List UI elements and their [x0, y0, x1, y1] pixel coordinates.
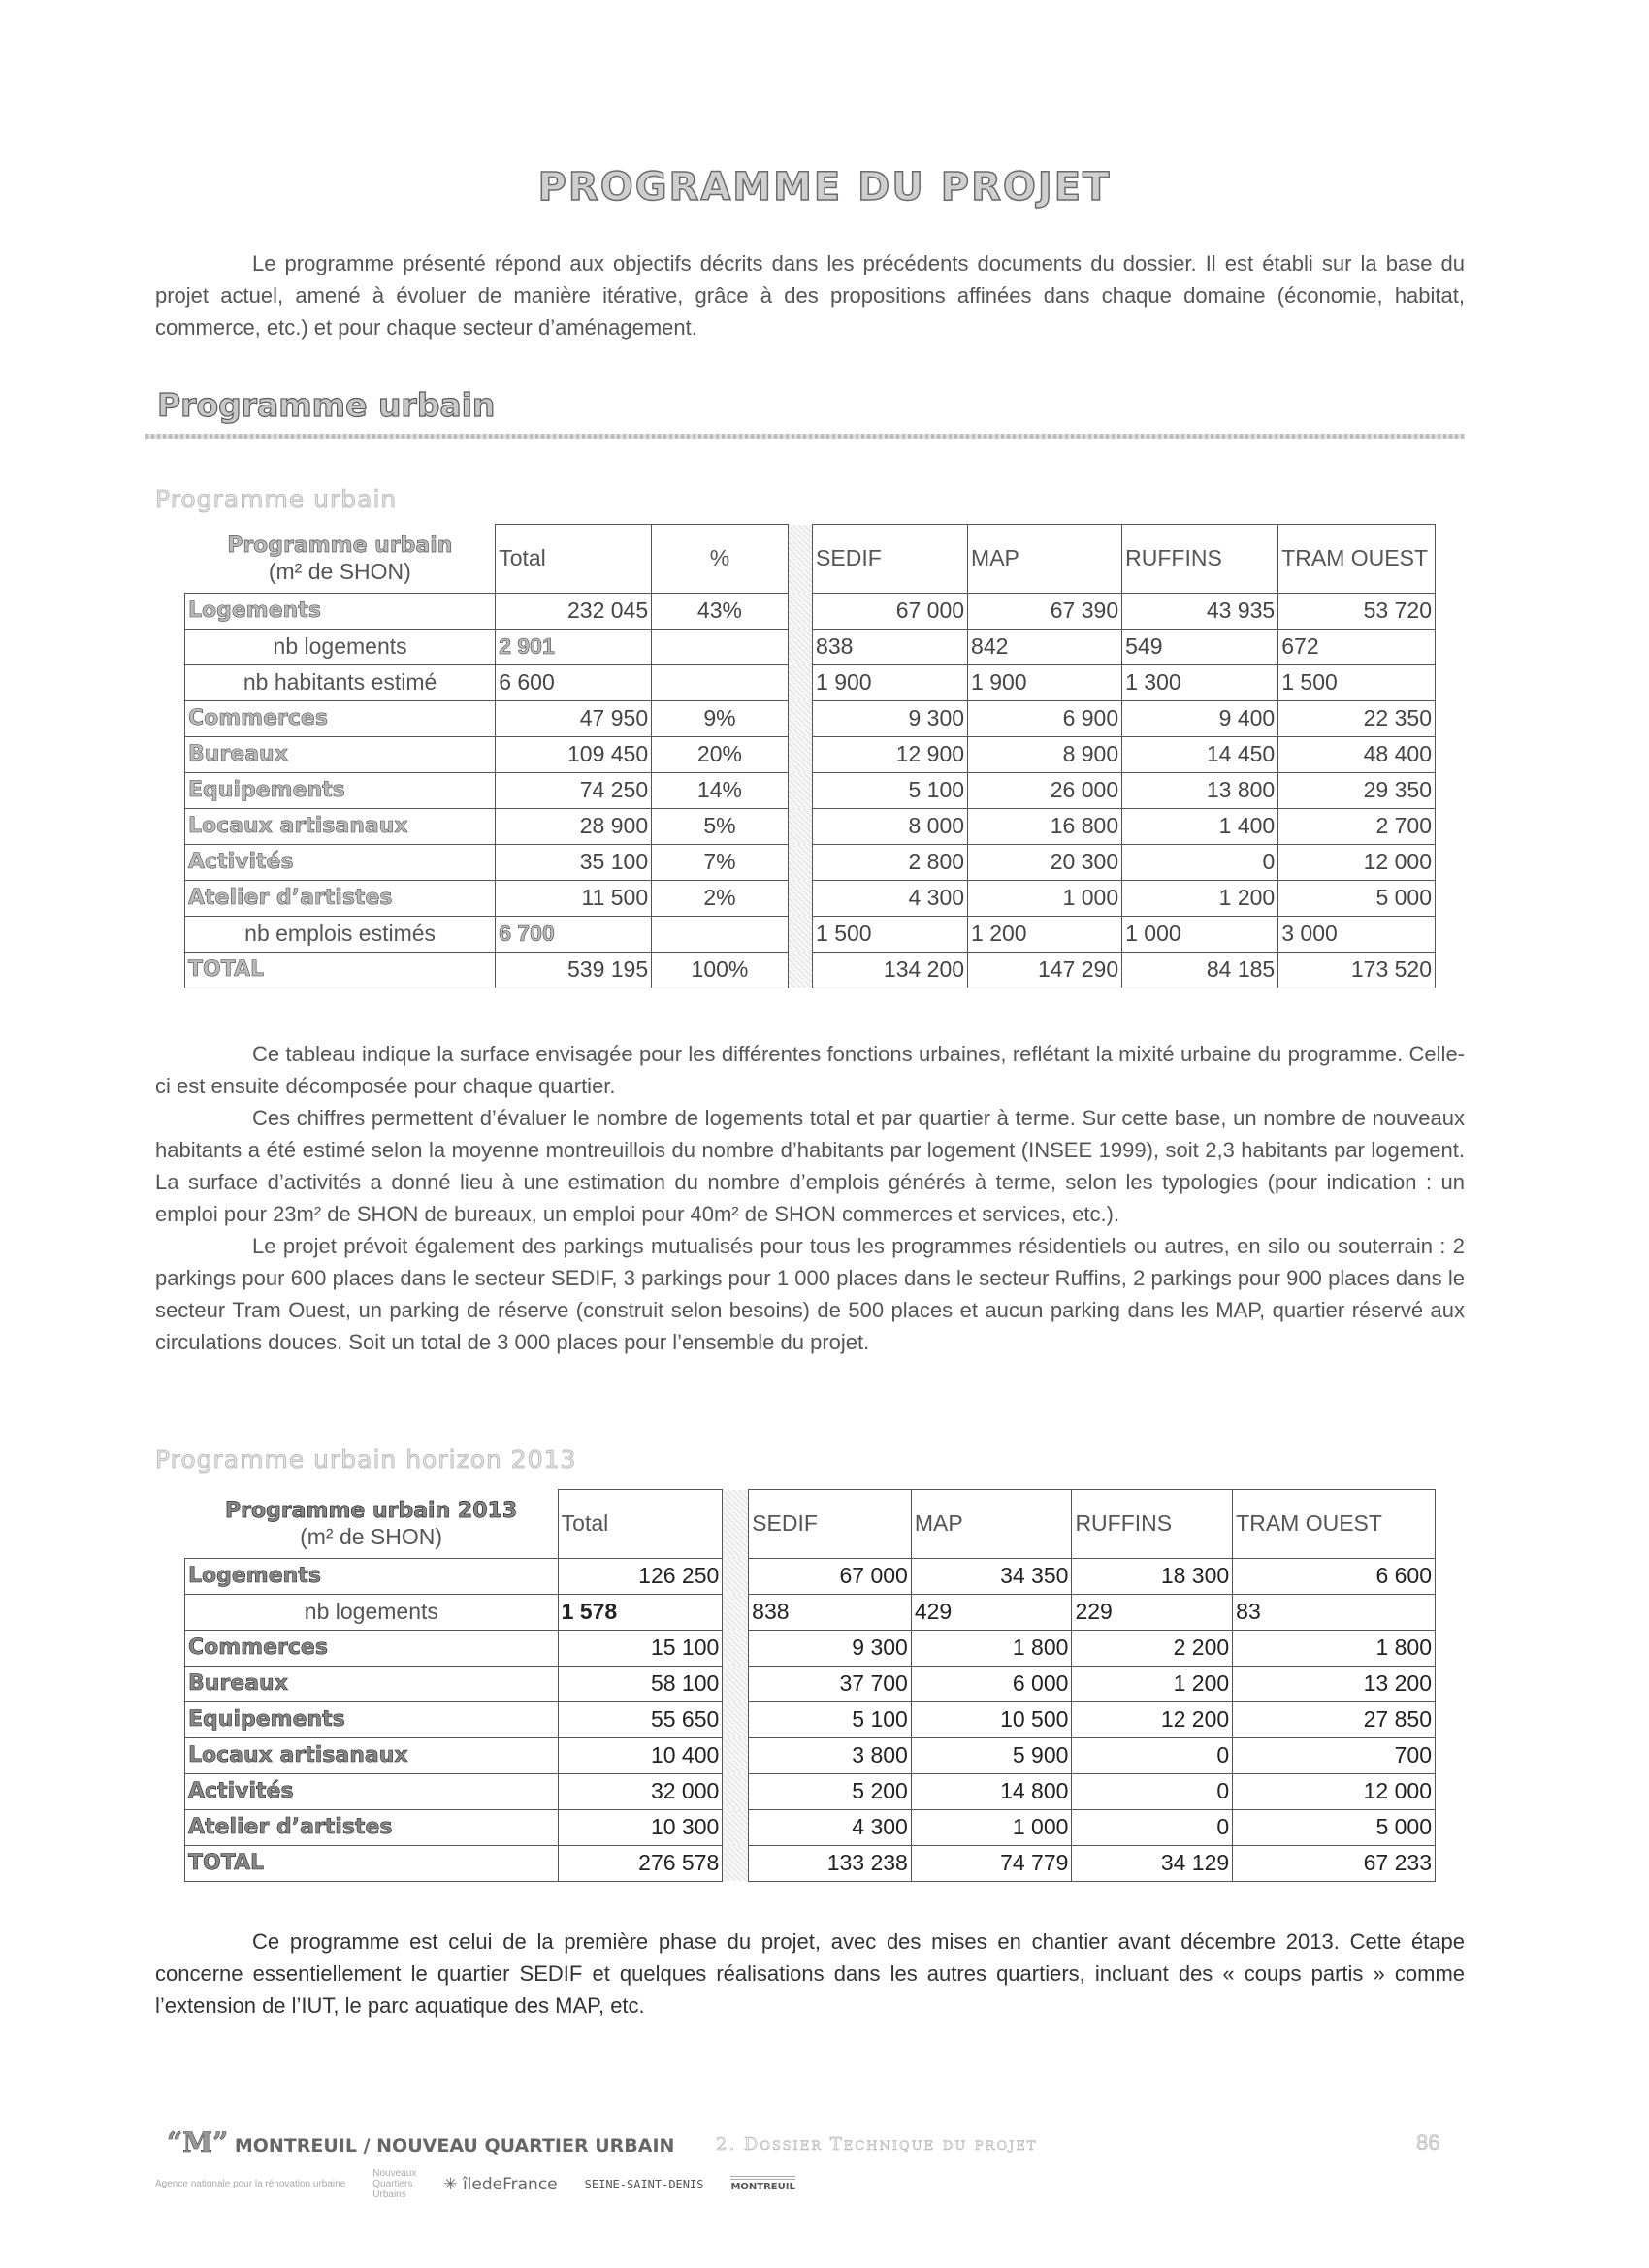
column-separator	[788, 844, 812, 880]
table-row	[185, 1594, 1436, 1630]
table-row	[185, 1558, 1436, 1594]
cell-percent: 43%	[652, 593, 789, 629]
row-label: Locaux artisanaux	[185, 808, 496, 844]
cell-sector-value: 6 600	[1233, 1558, 1436, 1594]
cell-sector-value: 4 300	[813, 880, 968, 916]
cell-total: 10 300	[558, 1809, 723, 1845]
paragraph-1-text: Ce tableau indique la surface envisagée pour les différentes fonctions urbaines, reflétant la mixité urbaine du programme. Celle-ci est ensuite décomposée pour chaque quartier.	[155, 1042, 1465, 1098]
table-row	[185, 844, 1436, 880]
row-label: Equipements	[185, 772, 496, 808]
cell-sector-value: 700	[1233, 1737, 1436, 1773]
cell-total: 11 500	[496, 880, 652, 916]
seine-saint-denis-logo-icon: SEINE-SAINT-DENIS	[584, 2177, 704, 2191]
table-row	[185, 952, 1436, 988]
cell-sector-value: 12 200	[1072, 1701, 1233, 1737]
programme-urbain-table	[184, 524, 1436, 988]
cell-sector-value: 229	[1072, 1594, 1233, 1630]
column-separator	[723, 1845, 749, 1881]
row-header-title	[185, 525, 496, 594]
cell-total: 276 578	[558, 1845, 723, 1881]
column-separator	[723, 1490, 749, 1559]
cell-total: 109 450	[496, 736, 652, 772]
cell-sector-value: 5 000	[1233, 1809, 1436, 1845]
cell-sector-value: 29 350	[1278, 772, 1436, 808]
cell-sector-value: 4 300	[749, 1809, 912, 1845]
header-unit: (m² de SHON)	[268, 558, 411, 584]
nqu-line-2: Quartiers	[372, 2179, 413, 2189]
column-separator	[788, 772, 812, 808]
montreuil-logo-icon: MONTREUIL	[730, 2176, 794, 2192]
row-label: nb emplois estimés	[185, 916, 496, 952]
cell-sector-value: 1 900	[813, 664, 968, 700]
cell-sector-value: 3 800	[749, 1737, 912, 1773]
cell-sector-value: 10 500	[911, 1701, 1072, 1737]
row-label: TOTAL	[185, 1845, 559, 1881]
cell-percent: 20%	[652, 736, 789, 772]
header-unit: (m² de SHON)	[300, 1523, 443, 1549]
column-header-sector: SEDIF	[749, 1490, 912, 1559]
table-row	[185, 880, 1436, 916]
cell-percent: 7%	[652, 844, 789, 880]
table-row	[185, 772, 1436, 808]
cell-sector-value: 147 290	[968, 952, 1122, 988]
anru-logo-text: Agence nationale pour la rénovation urbaine	[155, 2179, 346, 2189]
table-row	[185, 916, 1436, 952]
row-label: TOTAL	[185, 952, 496, 988]
column-header-sector: RUFFINS	[1122, 525, 1278, 594]
footer-section-title: 2. Dossier Technique du projet	[716, 2134, 1038, 2155]
cell-sector-value: 5 000	[1278, 880, 1436, 916]
cell-sector-value: 2 700	[1278, 808, 1436, 844]
column-header-total: Total	[496, 525, 652, 594]
cell-total: 74 250	[496, 772, 652, 808]
cell-sector-value: 549	[1122, 629, 1278, 664]
row-label: nb logements	[185, 1594, 559, 1630]
cell-sector-value: 22 350	[1278, 700, 1436, 736]
column-separator	[788, 736, 812, 772]
idf-logo-text: îledeFrance	[462, 2174, 558, 2194]
cell-total: 35 100	[496, 844, 652, 880]
table-row	[185, 1773, 1436, 1809]
cell-sector-value: 173 520	[1278, 952, 1436, 988]
cell-sector-value: 43 935	[1122, 593, 1278, 629]
column-separator	[788, 700, 812, 736]
cell-total: 15 100	[558, 1630, 723, 1666]
cell-total: 539 195	[496, 952, 652, 988]
cell-sector-value: 53 720	[1278, 593, 1436, 629]
cell-total: 47 950	[496, 700, 652, 736]
cell-total: 58 100	[558, 1666, 723, 1701]
column-separator	[723, 1701, 749, 1737]
cell-total: 126 250	[558, 1558, 723, 1594]
nqu-logo-icon	[372, 2168, 416, 2200]
row-label: nb habitants estimé	[185, 664, 496, 700]
cell-sector-value: 37 700	[749, 1666, 912, 1701]
row-label: Equipements	[185, 1701, 559, 1737]
cell-sector-value: 74 779	[911, 1845, 1072, 1881]
column-separator	[788, 916, 812, 952]
column-separator	[788, 525, 812, 594]
table-row	[185, 736, 1436, 772]
cell-total: 232 045	[496, 593, 652, 629]
cell-total: 28 900	[496, 808, 652, 844]
table-row	[185, 1701, 1436, 1737]
cell-sector-value: 67 000	[749, 1558, 912, 1594]
cell-sector-value: 1 900	[968, 664, 1122, 700]
paragraph-1	[155, 1038, 1465, 1102]
table-row	[185, 593, 1436, 629]
table-row	[185, 808, 1436, 844]
cell-sector-value: 14 450	[1122, 736, 1278, 772]
cell-percent: 9%	[652, 700, 789, 736]
cell-sector-value: 0	[1122, 844, 1278, 880]
column-separator	[788, 952, 812, 988]
cell-sector-value: 34 350	[911, 1558, 1072, 1594]
cell-percent: 5%	[652, 808, 789, 844]
cell-sector-value: 84 185	[1122, 952, 1278, 988]
column-separator	[723, 1630, 749, 1666]
intro-text: Le programme présenté répond aux objectifs décrits dans les précédents documents du dossier. Il est établi sur la base du projet actuel, amené à évoluer de manière itérative, grâce à des propositions affinées dans chaque domaine (économie, habitat, commerce, etc.) et pour chaque secteur d’aménagement.	[155, 251, 1465, 340]
cell-sector-value: 0	[1072, 1809, 1233, 1845]
cell-sector-value: 20 300	[968, 844, 1122, 880]
cell-sector-value: 5 100	[749, 1701, 912, 1737]
cell-sector-value: 9 300	[749, 1630, 912, 1666]
table2-caption: Programme urbain horizon 2013	[155, 1445, 577, 1474]
cell-total: 2 901	[496, 629, 652, 664]
column-separator	[723, 1666, 749, 1701]
cell-sector-value: 83	[1233, 1594, 1436, 1630]
cell-sector-value: 1 200	[968, 916, 1122, 952]
paragraph-2-text: Ces chiffres permettent d’évaluer le nombre de logements total et par quartier à terme. Sur cette base, un nombre de nouveaux habitants a été estimé selon la moyenne montreuillois du nombre d’habitants par logement (INSEE 1999), soit 2,3 habitants par logement. La surface d’activités a donné lieu à une estimation du nombre d’emplois générés à terme, selon les typologies (pour indication : un emploi pour 23m² de SHON de bureaux, un emploi pour 40m² de SHON commerces et services, etc.).	[155, 1106, 1465, 1226]
table-row	[185, 1809, 1436, 1845]
cell-total: 10 400	[558, 1737, 723, 1773]
cell-sector-value: 2 800	[813, 844, 968, 880]
cell-total: 32 000	[558, 1773, 723, 1809]
anru-logo-icon	[155, 2179, 345, 2189]
row-label: Commerces	[185, 1630, 559, 1666]
cell-sector-value: 6 000	[911, 1666, 1072, 1701]
cell-total: 6 700	[496, 916, 652, 952]
cell-sector-value: 0	[1072, 1773, 1233, 1809]
section-divider	[146, 434, 1465, 439]
footer-brand	[167, 2126, 674, 2158]
cell-sector-value: 134 200	[813, 952, 968, 988]
row-label: Logements	[185, 593, 496, 629]
cell-sector-value: 842	[968, 629, 1122, 664]
column-separator	[723, 1558, 749, 1594]
cell-total: 6 600	[496, 664, 652, 700]
column-separator	[788, 629, 812, 664]
cell-percent	[652, 664, 789, 700]
nqu-line-1: Nouveaux	[372, 2168, 417, 2179]
cell-sector-value: 18 300	[1072, 1558, 1233, 1594]
cell-sector-value: 12 000	[1233, 1773, 1436, 1809]
cell-sector-value: 67 233	[1233, 1845, 1436, 1881]
cell-sector-value: 1 300	[1122, 664, 1278, 700]
column-separator	[723, 1809, 749, 1845]
cell-sector-value: 2 200	[1072, 1630, 1233, 1666]
row-label: Atelier d’artistes	[185, 880, 496, 916]
cell-sector-value: 8 000	[813, 808, 968, 844]
table-row	[185, 1737, 1436, 1773]
cell-percent	[652, 916, 789, 952]
cell-sector-value: 5 900	[911, 1737, 1072, 1773]
cell-sector-value: 48 400	[1278, 736, 1436, 772]
cell-sector-value: 13 200	[1233, 1666, 1436, 1701]
page-number: 86	[1416, 2130, 1440, 2155]
column-separator	[788, 880, 812, 916]
column-header-total: Total	[558, 1490, 723, 1559]
cell-sector-value: 12 000	[1278, 844, 1436, 880]
closing-paragraph	[155, 1926, 1465, 2022]
column-separator	[788, 593, 812, 629]
cell-sector-value: 1 000	[911, 1809, 1072, 1845]
column-separator	[788, 664, 812, 700]
column-header-sector: TRAM OUEST	[1233, 1490, 1436, 1559]
cell-sector-value: 1 500	[1278, 664, 1436, 700]
table-row	[185, 1630, 1436, 1666]
cell-sector-value: 27 850	[1233, 1701, 1436, 1737]
row-label: Bureaux	[185, 736, 496, 772]
cell-sector-value: 26 000	[968, 772, 1122, 808]
cell-sector-value: 14 800	[911, 1773, 1072, 1809]
cell-sector-value: 133 238	[749, 1845, 912, 1881]
paragraph-3	[155, 1230, 1465, 1358]
column-header-percent: %	[652, 525, 789, 594]
column-separator	[788, 808, 812, 844]
paragraph-2	[155, 1102, 1465, 1230]
cell-sector-value: 67 390	[968, 593, 1122, 629]
cell-sector-value: 429	[911, 1594, 1072, 1630]
cell-sector-value: 1 400	[1122, 808, 1278, 844]
cell-sector-value: 1 800	[911, 1630, 1072, 1666]
table-header-row	[185, 1490, 1436, 1559]
cell-sector-value: 8 900	[968, 736, 1122, 772]
cell-sector-value: 838	[813, 629, 968, 664]
cell-total: 55 650	[558, 1701, 723, 1737]
column-header-sector: MAP	[968, 525, 1122, 594]
page-title: PROGRAMME DU PROJET	[537, 165, 1112, 210]
table-row	[185, 629, 1436, 664]
cell-total: 1 578	[558, 1594, 723, 1630]
row-label: Commerces	[185, 700, 496, 736]
cell-sector-value: 6 900	[968, 700, 1122, 736]
column-separator	[723, 1737, 749, 1773]
cell-sector-value: 1 200	[1072, 1666, 1233, 1701]
cell-sector-value: 16 800	[968, 808, 1122, 844]
table-row	[185, 1666, 1436, 1701]
cell-sector-value: 1 500	[813, 916, 968, 952]
ile-de-france-logo-icon: ✳ îledeFrance	[443, 2174, 558, 2194]
column-header-sector: SEDIF	[813, 525, 968, 594]
cell-sector-value: 1 000	[1122, 916, 1278, 952]
brand-logo-icon: “M”	[167, 2126, 229, 2158]
table-row	[185, 1845, 1436, 1881]
cell-sector-value: 13 800	[1122, 772, 1278, 808]
cell-sector-value: 3 000	[1278, 916, 1436, 952]
cell-sector-value: 838	[749, 1594, 912, 1630]
table-row	[185, 664, 1436, 700]
cell-percent: 14%	[652, 772, 789, 808]
header-title: Programme urbain	[227, 533, 453, 558]
row-label: nb logements	[185, 629, 496, 664]
row-label: Activités	[185, 1773, 559, 1809]
cell-sector-value: 1 000	[968, 880, 1122, 916]
cell-sector-value: 672	[1278, 629, 1436, 664]
column-header-sector: MAP	[911, 1490, 1072, 1559]
cell-sector-value: 9 400	[1122, 700, 1278, 736]
cell-sector-value: 5 200	[749, 1773, 912, 1809]
cell-sector-value: 1 200	[1122, 880, 1278, 916]
table1-caption: Programme urbain	[155, 485, 398, 513]
cell-sector-value: 12 900	[813, 736, 968, 772]
row-label: Activités	[185, 844, 496, 880]
row-header-title	[185, 1490, 559, 1559]
row-label: Bureaux	[185, 1666, 559, 1701]
cell-sector-value: 1 800	[1233, 1630, 1436, 1666]
column-separator	[723, 1594, 749, 1630]
cell-sector-value: 34 129	[1072, 1845, 1233, 1881]
paragraph-3-text: Le projet prévoit également des parkings mutualisés pour tous les programmes résidentiels ou autres, en silo ou souterrain : 2 parkings pour 600 places dans le secteur SEDIF, 3 parkings pour 1 000 places dans le secteur Ruffins, 2 parkings pour 900 places dans le secteur Tram Ouest, un parking de réserve (construit selon besoins) de 500 places et aucun parking dans les MAP, quartier réservé aux circulations douces. Soit un total de 3 000 places pour l’ensemble du projet.	[155, 1234, 1465, 1354]
partner-logos	[155, 2168, 795, 2200]
closing-paragraph-text: Ce programme est celui de la première phase du projet, avec des mises en chantier avant décembre 2013. Cette étape concerne essentiellement le quartier SEDIF et quelques réalisations dans les autres quartiers, incluant des « coups partis » comme l’extension de l’IUT, le parc aquatique des MAP, etc.	[155, 1929, 1465, 2018]
cell-sector-value: 0	[1072, 1737, 1233, 1773]
row-label: Logements	[185, 1558, 559, 1594]
brand-text: MONTREUIL / NOUVEAU QUARTIER URBAIN	[234, 2135, 675, 2156]
programme-urbain-2013-table	[184, 1489, 1436, 1882]
intro-paragraph	[155, 247, 1465, 343]
cell-sector-value: 9 300	[813, 700, 968, 736]
cell-percent	[652, 629, 789, 664]
header-title: Programme urbain 2013	[224, 1498, 518, 1523]
section-title: Programme urbain	[157, 386, 496, 424]
cell-sector-value: 5 100	[813, 772, 968, 808]
row-label: Atelier d’artistes	[185, 1809, 559, 1845]
row-label: Locaux artisanaux	[185, 1737, 559, 1773]
table-header-row	[185, 525, 1436, 594]
nqu-line-3: Urbains	[372, 2189, 406, 2200]
cell-percent: 2%	[652, 880, 789, 916]
cell-percent: 100%	[652, 952, 789, 988]
column-separator	[723, 1773, 749, 1809]
column-header-sector: RUFFINS	[1072, 1490, 1233, 1559]
column-header-sector: TRAM OUEST	[1278, 525, 1436, 594]
table-row	[185, 700, 1436, 736]
cell-sector-value: 67 000	[813, 593, 968, 629]
